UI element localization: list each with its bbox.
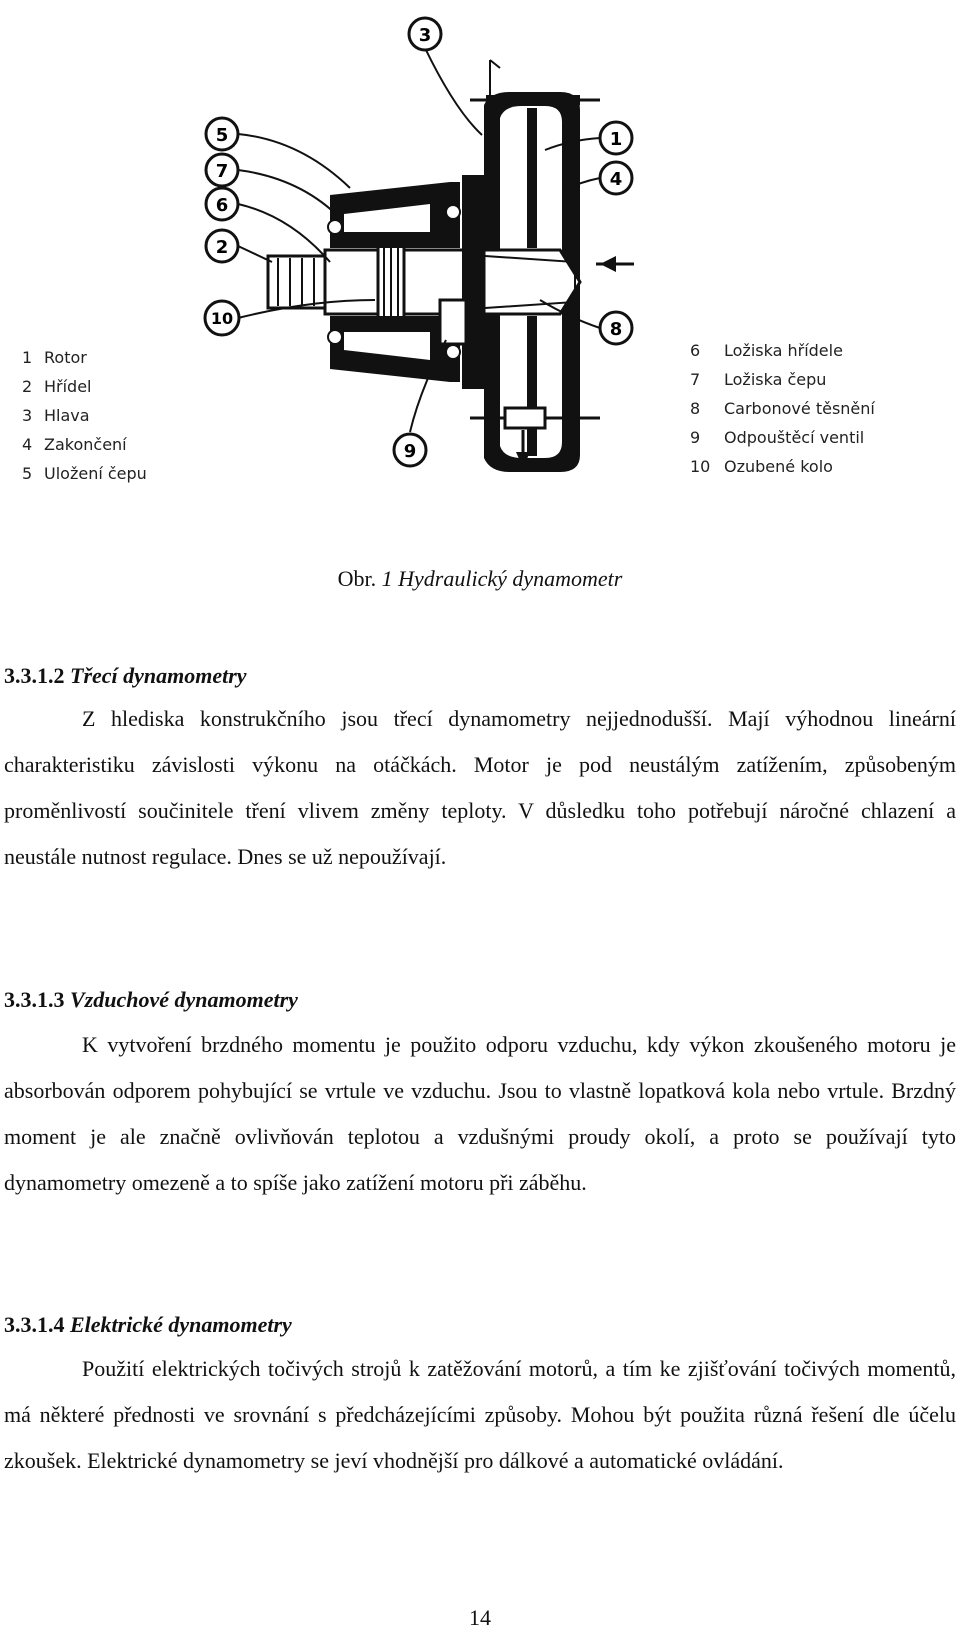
flange	[462, 175, 484, 389]
legend-item: 6 Ložiska hřídele	[690, 341, 843, 360]
figure-caption: Obr. 1 Hydraulický dynamometr	[337, 566, 623, 591]
legend-item: 4 Zakončení	[22, 435, 127, 454]
legend-right	[690, 336, 875, 481]
callout-2	[206, 230, 238, 262]
section-paragraph: K vytvoření brzdného momentu je použito odporu vzduchu, kdy výkon zkoušeného motoru je absorbován odporem pohybující se vrtule ve vzduchu. Jsou to vlastně lopatková kola nebo vrtule. Brzdný moment je ale značně ovlivňován teplotou a vzdušnými proudy okolí, a proto se používají tyto dynamometry omezeně a to spíše jako zatížení motoru při záběhu.	[4, 1032, 956, 1195]
legend-item: 10 Ozubené kolo	[690, 457, 833, 476]
legend-item: 3 Hlava	[22, 406, 90, 425]
svg-text:8: 8	[609, 319, 623, 340]
callout-7	[206, 154, 238, 186]
section-paragraph: Použití elektrických točivých strojů k zatěžování motorů, a tím ke zjišťování točivých momentů, má některé přednosti ve srovnání s předcházejícími způsoby. Mohou být použita různá řešení dle účelu zkoušek. Elektrické dynamometry se jeví vhodnější pro dálkové a automatické ovládání.	[4, 1356, 956, 1473]
callout-8	[600, 312, 632, 344]
legend-item: 8 Carbonové těsnění	[690, 399, 875, 418]
page-number: 14	[469, 1605, 491, 1630]
callout-5	[206, 118, 238, 150]
svg-text:7: 7	[215, 161, 229, 182]
callout-6	[206, 188, 238, 220]
relief-valve	[440, 300, 466, 344]
legend-item: 2 Hřídel	[22, 377, 92, 396]
callout-3	[409, 18, 441, 50]
legend-item: 5 Uložení čepu	[22, 464, 147, 483]
svg-text:9: 9	[403, 441, 417, 462]
legend-item: 1 Rotor	[22, 348, 87, 367]
figure-hydraulic-dynamometer	[0, 0, 960, 520]
legend-item: 9 Odpouštěcí ventil	[690, 428, 865, 447]
svg-text:3: 3	[418, 25, 432, 46]
section-heading: 3.3.1.3 Vzduchové dynamometry	[4, 987, 298, 1012]
section-heading: 3.3.1.2 Třecí dynamometry	[4, 663, 247, 688]
legend-left	[22, 343, 147, 488]
section-paragraph: Z hlediska konstrukčního jsou třecí dynamometry nejjednodušší. Mají výhodnou lineární charakteristiku závislosti výkonu na otáčkách. Motor je pod neustálým zatížením, způsobeným proměnlivostí součinitele tření vlivem změny teploty. V důsledku toho potřebují náročné chlazení a neustále nutnost regulace. Dnes se už nepoužívají.	[4, 706, 956, 869]
svg-text:4: 4	[609, 169, 623, 190]
callout-4	[600, 162, 632, 194]
svg-text:1: 1	[609, 129, 623, 150]
svg-text:5: 5	[215, 125, 229, 146]
callout-9	[394, 434, 426, 466]
section-heading: 3.3.1.4 Elektrické dynamometry	[4, 1312, 292, 1337]
callout-10	[205, 301, 239, 335]
svg-text:2: 2	[215, 237, 229, 258]
callout-1	[600, 122, 632, 154]
legend-item: 7 Ložiska čepu	[690, 370, 827, 389]
svg-text:6: 6	[215, 195, 229, 216]
svg-text:10: 10	[210, 309, 234, 328]
